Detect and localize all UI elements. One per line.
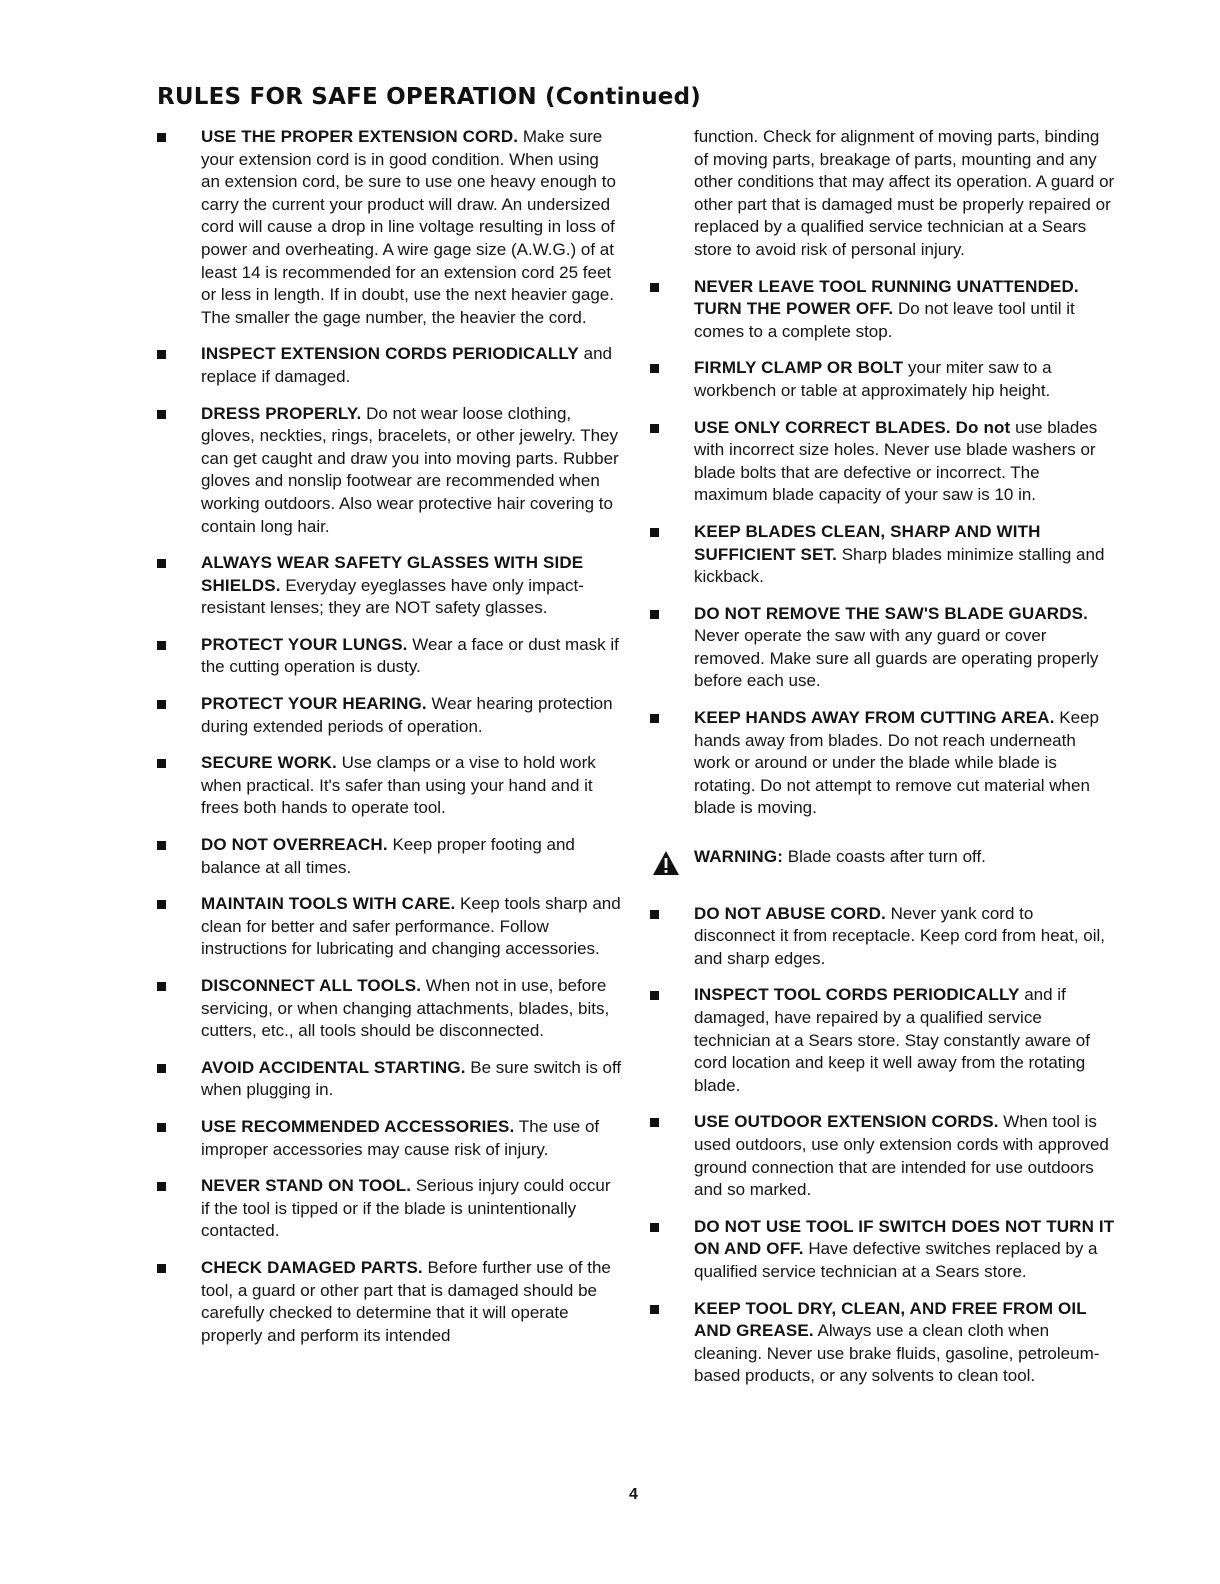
square-bullet-icon	[157, 982, 166, 991]
rule-heading: KEEP BLADES CLEAN, SHARP AND WITH SUFFICIENT SET.	[694, 521, 1041, 564]
rule-text: and replace if damaged.	[201, 344, 612, 386]
rule-heading: DO NOT REMOVE THE SAW'S BLADE GUARDS.	[694, 603, 1089, 623]
rule-text: use blades with incorrect size holes. Never use blade washers or blade bolts that are defective or incorrect. The maximum blade capacity of your saw is 10 in.	[694, 417, 1098, 505]
square-bullet-icon	[157, 559, 166, 568]
rule-text: Always use a clean cloth when cleaning. Never use brake fluids, gasoline, petroleum-based products, or any solvents to clean tool.	[694, 1321, 1100, 1386]
warning-notice	[650, 846, 1115, 869]
rule-heading: KEEP HANDS AWAY FROM CUTTING AREA.	[694, 708, 1055, 728]
rule-heading: DO NOT USE TOOL IF SWITCH DOES NOT TURN IT ON AND OFF.	[694, 1216, 1115, 1259]
rule-heading: SECURE WORK.	[201, 753, 337, 773]
rule-item	[650, 1298, 1115, 1388]
rule-text: Never yank cord to disconnect it from receptacle. Keep cord from heat, oil, and sharp edges.	[694, 903, 1106, 968]
square-bullet-icon	[650, 610, 659, 619]
square-bullet-icon	[157, 410, 166, 419]
rule-item	[157, 403, 622, 539]
rule-heading: NEVER STAND ON TOOL.	[201, 1176, 412, 1196]
rule-text: Be sure switch is off when plugging in.	[201, 1057, 622, 1100]
rule-item	[157, 126, 622, 329]
square-bullet-icon	[157, 641, 166, 650]
rule-item	[650, 357, 1115, 402]
rule-item	[650, 603, 1115, 693]
square-bullet-icon	[157, 1182, 166, 1191]
rule-item	[157, 343, 622, 388]
square-bullet-icon	[157, 1264, 166, 1273]
rule-heading: DO NOT OVERREACH.	[201, 835, 388, 855]
square-bullet-icon	[157, 700, 166, 709]
rule-heading: USE ONLY CORRECT BLADES. Do not	[694, 417, 1011, 437]
rule-item	[157, 834, 622, 879]
rule-heading: DO NOT ABUSE CORD.	[694, 903, 886, 923]
warning-label: WARNING:	[694, 847, 784, 867]
square-bullet-icon	[157, 350, 166, 359]
square-bullet-icon	[157, 1064, 166, 1073]
rule-item	[650, 417, 1115, 507]
rule-text: Have defective switches replaced by a qualified service technician at a Sears store.	[694, 1239, 1098, 1281]
left-column	[157, 126, 622, 1361]
rule-text: your miter saw to a workbench or table at approximately hip height.	[694, 358, 1052, 400]
rule-text: Do not leave tool until it comes to a complete stop.	[694, 299, 1075, 341]
square-bullet-icon	[650, 283, 659, 292]
rule-item	[650, 984, 1115, 1097]
rule-text: Wear a face or dust mask if the cutting operation is dusty.	[201, 634, 619, 677]
rule-text: Do not wear loose clothing, gloves, neckties, rings, bracelets, or other jewelry. They can get caught and draw you into moving parts. Rubber gloves and nonslip footwear are recommended when working outdoors. Also wear protective hair covering to contain long hair.	[201, 403, 619, 536]
rule-text: Use clamps or a vise to hold work when practical. It's safer than using your hand and it frees both hands to operate tool.	[201, 753, 596, 818]
square-bullet-icon	[157, 841, 166, 850]
square-bullet-icon	[650, 910, 659, 919]
rule-heading: NEVER LEAVE TOOL RUNNING UNATTENDED. TURN THE POWER OFF.	[694, 276, 1079, 319]
rule-item	[650, 1111, 1115, 1201]
square-bullet-icon	[157, 133, 166, 142]
rule-heading: USE RECOMMENDED ACCESSORIES.	[201, 1116, 515, 1136]
square-bullet-icon	[157, 1123, 166, 1132]
rule-heading: AVOID ACCIDENTAL STARTING.	[201, 1057, 466, 1077]
rule-heading: USE THE PROPER EXTENSION CORD.	[201, 127, 519, 146]
rule-item	[650, 276, 1115, 344]
rule-text: Keep proper footing and balance at all times.	[201, 835, 575, 877]
square-bullet-icon	[650, 1223, 659, 1232]
warning-text: Blade coasts after turn off.	[783, 847, 986, 867]
rule-text: When not in use, before servicing, or when changing attachments, blades, bits, cutters, etc., all tools should be disconnected.	[201, 976, 610, 1041]
square-bullet-icon	[650, 1305, 659, 1314]
rule-item	[157, 893, 622, 961]
rule-item	[157, 975, 622, 1043]
rule-heading: USE OUTDOOR EXTENSION CORDS.	[694, 1112, 999, 1132]
rule-text: Never operate the saw with any guard or cover removed. Make sure all guards are operating properly before each use.	[694, 626, 1099, 691]
rule-text: Serious injury could occur if the tool is tipped or if the blade is unintentionally contacted.	[201, 1176, 611, 1241]
rule-item	[157, 1257, 622, 1347]
rule-item	[157, 752, 622, 820]
square-bullet-icon	[650, 424, 659, 433]
warning-triangle-icon	[652, 850, 680, 876]
square-bullet-icon	[157, 759, 166, 768]
rule-text: Everyday eyeglasses have only impact-resistant lenses; they are NOT safety glasses.	[201, 575, 584, 618]
rule-heading: MAINTAIN TOOLS WITH CARE.	[201, 894, 456, 914]
square-bullet-icon	[650, 528, 659, 537]
square-bullet-icon	[650, 364, 659, 373]
rule-text: Make sure your extension cord is in good condition. When using an extension cord, be sure to use one heavy enough to carry the current your product will draw. An undersized cord will cause a drop in line voltage resulting in loss of power and overheating. A wire gage size (A.W.G.) of at least 14 is recommended for an extension cord 25 feet or less in length. If in doubt, use the next heavier gage. The smaller the gage number, the heavier the cord.	[201, 127, 616, 327]
square-bullet-icon	[650, 991, 659, 1000]
rule-item	[157, 634, 622, 679]
rule-heading: ALWAYS WEAR SAFETY GLASSES WITH SIDE SHIELDS.	[201, 553, 584, 595]
rule-text: When tool is used outdoors, use only extension cords with approved ground connection that are intended for use outdoors and so marked.	[694, 1112, 1109, 1200]
rule-text: Sharp blades minimize stalling and kickback.	[694, 544, 1105, 587]
rule-heading: KEEP TOOL DRY, CLEAN, AND FREE FROM OIL AND GREASE.	[694, 1298, 1087, 1341]
rule-heading: INSPECT TOOL CORDS PERIODICALLY	[694, 985, 1020, 1005]
right-column	[650, 126, 1115, 1402]
square-bullet-icon	[650, 1118, 659, 1127]
rule-text: Wear hearing protection during extended periods of operation.	[201, 694, 613, 736]
rule-item	[157, 1175, 622, 1243]
rule-item	[650, 521, 1115, 589]
rule-item	[157, 1116, 622, 1161]
rule-heading: DISCONNECT ALL TOOLS.	[201, 976, 422, 995]
rule-item	[650, 1216, 1115, 1284]
rule-heading: PROTECT YOUR HEARING.	[201, 694, 427, 714]
rule-text: Keep hands away from blades. Do not reach underneath work or around or under the blade while blade is rotating. Do not attempt to remove cut material when blade is moving.	[694, 708, 1100, 818]
continued-rule-text: function. Check for alignment of moving parts, binding of moving parts, breakage of parts, mounting and any other conditions that may affect its operation. A guard or other part that is damaged must be properly repaired or replaced by a qualified service technician at a Sears store to avoid risk of personal injury.	[694, 127, 1115, 259]
rule-text: Before further use of the tool, a guard or other part that is damaged should be carefully checked to determine that it will operate properly and perform its intended	[201, 1257, 611, 1345]
square-bullet-icon	[157, 900, 166, 909]
rule-heading: INSPECT EXTENSION CORDS PERIODICALLY	[201, 344, 579, 364]
rule-heading: PROTECT YOUR LUNGS.	[201, 634, 408, 654]
rule-text: The use of improper accessories may cause risk of injury.	[201, 1116, 600, 1159]
rule-heading: FIRMLY CLAMP OR BOLT	[694, 358, 904, 378]
rule-heading: CHECK DAMAGED PARTS.	[201, 1257, 423, 1277]
square-bullet-icon	[650, 714, 659, 723]
rule-item	[650, 707, 1115, 820]
rule-item	[650, 903, 1115, 971]
rule-item	[157, 693, 622, 738]
rule-text: and if damaged, have repaired by a qualified service technician at a Sears store. Stay constantly aware of cord location and keep it well away from the rotating blade.	[694, 985, 1090, 1095]
rule-text: Keep tools sharp and clean for better and safer performance. Follow instructions for lubricating and changing accessories.	[201, 894, 621, 959]
rule-item	[157, 1057, 622, 1102]
page-number: 4	[629, 1486, 638, 1503]
page-title: RULES FOR SAFE OPERATION (Continued)	[157, 84, 701, 110]
rule-item	[157, 552, 622, 620]
rule-heading: DRESS PROPERLY.	[201, 403, 362, 423]
